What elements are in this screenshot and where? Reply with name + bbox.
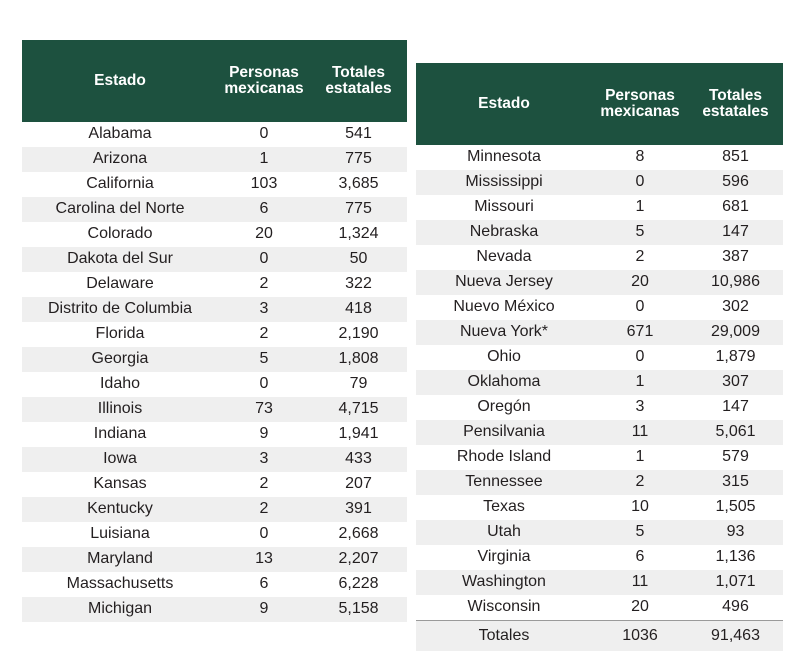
cell-estado: Oregón bbox=[416, 395, 592, 420]
table-row bbox=[22, 397, 407, 422]
table-row bbox=[22, 547, 407, 572]
cell-personas-mexicanas: 6 bbox=[592, 545, 688, 570]
table-row bbox=[416, 445, 783, 470]
column-header-estado-line1: Estado bbox=[94, 72, 146, 89]
cell-personas-mexicanas: 2 bbox=[218, 497, 310, 522]
cell-estado: Mississippi bbox=[416, 170, 592, 195]
cell-personas-mexicanas: 2 bbox=[592, 245, 688, 270]
cell-estado: Kentucky bbox=[22, 497, 218, 522]
cell-personas-mexicanas: 0 bbox=[592, 295, 688, 320]
table-row bbox=[416, 220, 783, 245]
table-body-right bbox=[416, 145, 783, 651]
cell-totales-estatales: 1,071 bbox=[688, 570, 783, 595]
cell-personas-mexicanas: 11 bbox=[592, 420, 688, 445]
cell-estado: Michigan bbox=[22, 597, 218, 622]
table-row bbox=[22, 147, 407, 172]
table-row bbox=[22, 222, 407, 247]
table-row bbox=[22, 472, 407, 497]
table-row bbox=[416, 320, 783, 345]
column-header-estado bbox=[22, 40, 218, 122]
cell-estado: Totales bbox=[416, 621, 592, 651]
table-row bbox=[416, 295, 783, 320]
cell-totales-estatales: 1,941 bbox=[310, 422, 407, 447]
cell-estado: California bbox=[22, 172, 218, 197]
cell-personas-mexicanas: 6 bbox=[218, 572, 310, 597]
cell-personas-mexicanas: 2 bbox=[218, 272, 310, 297]
cell-estado: Luisiana bbox=[22, 522, 218, 547]
table-row bbox=[22, 597, 407, 622]
table-row bbox=[416, 495, 783, 520]
cell-personas-mexicanas: 0 bbox=[218, 522, 310, 547]
cell-totales-estatales: 322 bbox=[310, 272, 407, 297]
column-header-totales-line2: estatales bbox=[692, 104, 779, 120]
column-header-personas-line2: mexicanas bbox=[222, 81, 306, 97]
cell-totales-estatales: 79 bbox=[310, 372, 407, 397]
table-row bbox=[416, 470, 783, 495]
cell-estado: Nueva York* bbox=[416, 320, 592, 345]
cell-estado: Wisconsin bbox=[416, 595, 592, 621]
cell-totales-estatales: 1,136 bbox=[688, 545, 783, 570]
table-row bbox=[416, 570, 783, 595]
cell-totales-estatales: 1,808 bbox=[310, 347, 407, 372]
cell-personas-mexicanas: 13 bbox=[218, 547, 310, 572]
table-row bbox=[22, 272, 407, 297]
data-table-left bbox=[22, 40, 407, 622]
column-header-estado bbox=[416, 63, 592, 145]
table-row bbox=[22, 497, 407, 522]
cell-totales-estatales: 93 bbox=[688, 520, 783, 545]
column-header-personas-mexicanas-lines bbox=[596, 88, 684, 121]
cell-personas-mexicanas: 0 bbox=[218, 247, 310, 272]
cell-personas-mexicanas: 0 bbox=[592, 170, 688, 195]
cell-totales-estatales: 541 bbox=[310, 122, 407, 147]
cell-totales-estatales: 775 bbox=[310, 147, 407, 172]
cell-totales-estatales: 91,463 bbox=[688, 621, 783, 651]
table-header-right bbox=[416, 63, 783, 145]
table-row bbox=[22, 297, 407, 322]
table-row bbox=[416, 145, 783, 170]
cell-estado: Rhode Island bbox=[416, 445, 592, 470]
cell-totales-estatales: 147 bbox=[688, 395, 783, 420]
column-header-personas-line1: Personas bbox=[222, 65, 306, 81]
cell-personas-mexicanas: 6 bbox=[218, 197, 310, 222]
cell-estado: Maryland bbox=[22, 547, 218, 572]
cell-totales-estatales: 3,685 bbox=[310, 172, 407, 197]
cell-estado: Texas bbox=[416, 495, 592, 520]
cell-personas-mexicanas: 0 bbox=[218, 122, 310, 147]
table-row bbox=[22, 247, 407, 272]
cell-personas-mexicanas: 8 bbox=[592, 145, 688, 170]
cell-estado: Iowa bbox=[22, 447, 218, 472]
cell-estado: Nevada bbox=[416, 245, 592, 270]
cell-totales-estatales: 681 bbox=[688, 195, 783, 220]
cell-estado: Washington bbox=[416, 570, 592, 595]
cell-personas-mexicanas: 20 bbox=[218, 222, 310, 247]
cell-totales-estatales: 596 bbox=[688, 170, 783, 195]
cell-personas-mexicanas: 1 bbox=[592, 370, 688, 395]
cell-personas-mexicanas: 1 bbox=[592, 445, 688, 470]
cell-estado: Delaware bbox=[22, 272, 218, 297]
cell-estado: Colorado bbox=[22, 222, 218, 247]
table-container-right bbox=[416, 63, 783, 651]
cell-totales-estatales: 496 bbox=[688, 595, 783, 621]
column-header-totales-estatales bbox=[310, 40, 407, 122]
column-header-personas-line2: mexicanas bbox=[596, 104, 684, 120]
cell-personas-mexicanas: 103 bbox=[218, 172, 310, 197]
cell-estado: Minnesota bbox=[416, 145, 592, 170]
cell-totales-estatales: 775 bbox=[310, 197, 407, 222]
cell-totales-estatales: 10,986 bbox=[688, 270, 783, 295]
cell-totales-estatales: 2,190 bbox=[310, 322, 407, 347]
cell-personas-mexicanas: 5 bbox=[592, 220, 688, 245]
table-row bbox=[22, 447, 407, 472]
cell-estado: Tennessee bbox=[416, 470, 592, 495]
cell-personas-mexicanas: 1 bbox=[592, 195, 688, 220]
cell-personas-mexicanas: 20 bbox=[592, 595, 688, 621]
cell-personas-mexicanas: 0 bbox=[592, 345, 688, 370]
column-header-totales-line1: Totales bbox=[314, 65, 403, 81]
table-row bbox=[416, 370, 783, 395]
column-header-estado-line1: Estado bbox=[478, 95, 530, 112]
cell-totales-estatales: 579 bbox=[688, 445, 783, 470]
cell-personas-mexicanas: 671 bbox=[592, 320, 688, 345]
cell-totales-estatales: 391 bbox=[310, 497, 407, 522]
table-row bbox=[22, 572, 407, 597]
cell-totales-estatales: 851 bbox=[688, 145, 783, 170]
cell-totales-estatales: 1,879 bbox=[688, 345, 783, 370]
cell-totales-estatales: 302 bbox=[688, 295, 783, 320]
cell-totales-estatales: 147 bbox=[688, 220, 783, 245]
table-header-left bbox=[22, 40, 407, 122]
cell-personas-mexicanas: 3 bbox=[218, 297, 310, 322]
table-row bbox=[22, 172, 407, 197]
column-header-personas-mexicanas bbox=[218, 40, 310, 122]
table-container-left bbox=[22, 40, 407, 622]
cell-totales-estatales: 433 bbox=[310, 447, 407, 472]
cell-estado: Illinois bbox=[22, 397, 218, 422]
cell-personas-mexicanas: 5 bbox=[218, 347, 310, 372]
table-row bbox=[416, 195, 783, 220]
column-header-personas-line1: Personas bbox=[596, 88, 684, 104]
table-row bbox=[416, 345, 783, 370]
cell-estado: Massachusetts bbox=[22, 572, 218, 597]
cell-totales-estatales: 6,228 bbox=[310, 572, 407, 597]
table-row bbox=[22, 122, 407, 147]
cell-totales-estatales: 5,061 bbox=[688, 420, 783, 445]
cell-estado: Nebraska bbox=[416, 220, 592, 245]
cell-estado: Missouri bbox=[416, 195, 592, 220]
cell-personas-mexicanas: 3 bbox=[218, 447, 310, 472]
cell-estado: Ohio bbox=[416, 345, 592, 370]
cell-personas-mexicanas: 1 bbox=[218, 147, 310, 172]
column-header-personas-mexicanas-lines bbox=[222, 65, 306, 98]
cell-estado: Indiana bbox=[22, 422, 218, 447]
cell-totales-estatales: 1,505 bbox=[688, 495, 783, 520]
table-row bbox=[416, 545, 783, 570]
cell-estado: Carolina del Norte bbox=[22, 197, 218, 222]
table-row bbox=[22, 322, 407, 347]
column-header-personas-mexicanas bbox=[592, 63, 688, 145]
cell-personas-mexicanas: 2 bbox=[592, 470, 688, 495]
cell-totales-estatales: 387 bbox=[688, 245, 783, 270]
cell-estado: Nuevo México bbox=[416, 295, 592, 320]
table-header-row bbox=[416, 63, 783, 145]
table-row bbox=[22, 372, 407, 397]
cell-personas-mexicanas: 11 bbox=[592, 570, 688, 595]
cell-totales-estatales: 29,009 bbox=[688, 320, 783, 345]
cell-personas-mexicanas: 73 bbox=[218, 397, 310, 422]
cell-totales-estatales: 2,668 bbox=[310, 522, 407, 547]
table-row bbox=[22, 522, 407, 547]
table-row bbox=[416, 520, 783, 545]
table-body-left bbox=[22, 122, 407, 622]
cell-personas-mexicanas: 10 bbox=[592, 495, 688, 520]
cell-estado: Arizona bbox=[22, 147, 218, 172]
cell-estado: Kansas bbox=[22, 472, 218, 497]
cell-personas-mexicanas: 2 bbox=[218, 322, 310, 347]
cell-estado: Georgia bbox=[22, 347, 218, 372]
cell-estado: Florida bbox=[22, 322, 218, 347]
table-row bbox=[416, 420, 783, 445]
cell-estado: Utah bbox=[416, 520, 592, 545]
cell-estado: Alabama bbox=[22, 122, 218, 147]
cell-personas-mexicanas: 1036 bbox=[592, 621, 688, 651]
cell-totales-estatales: 4,715 bbox=[310, 397, 407, 422]
table-row-total bbox=[416, 621, 783, 651]
cell-personas-mexicanas: 3 bbox=[592, 395, 688, 420]
cell-totales-estatales: 1,324 bbox=[310, 222, 407, 247]
cell-estado: Oklahoma bbox=[416, 370, 592, 395]
column-header-totales-line2: estatales bbox=[314, 81, 403, 97]
cell-estado: Virginia bbox=[416, 545, 592, 570]
column-header-totales-line1: Totales bbox=[692, 88, 779, 104]
cell-totales-estatales: 5,158 bbox=[310, 597, 407, 622]
cell-personas-mexicanas: 20 bbox=[592, 270, 688, 295]
column-header-totales-lines bbox=[314, 65, 403, 98]
table-row bbox=[416, 270, 783, 295]
cell-totales-estatales: 307 bbox=[688, 370, 783, 395]
table-row bbox=[416, 395, 783, 420]
cell-totales-estatales: 418 bbox=[310, 297, 407, 322]
cell-totales-estatales: 207 bbox=[310, 472, 407, 497]
table-row bbox=[416, 595, 783, 621]
cell-totales-estatales: 50 bbox=[310, 247, 407, 272]
cell-estado: Dakota del Sur bbox=[22, 247, 218, 272]
cell-personas-mexicanas: 9 bbox=[218, 597, 310, 622]
column-header-totales-lines bbox=[692, 88, 779, 121]
table-row bbox=[22, 347, 407, 372]
cell-estado: Idaho bbox=[22, 372, 218, 397]
table-row bbox=[416, 245, 783, 270]
cell-totales-estatales: 2,207 bbox=[310, 547, 407, 572]
table-row bbox=[416, 170, 783, 195]
cell-personas-mexicanas: 5 bbox=[592, 520, 688, 545]
cell-estado: Pensilvania bbox=[416, 420, 592, 445]
cell-estado: Nueva Jersey bbox=[416, 270, 592, 295]
table-header-row bbox=[22, 40, 407, 122]
table-row bbox=[22, 422, 407, 447]
cell-personas-mexicanas: 2 bbox=[218, 472, 310, 497]
cell-estado: Distrito de Columbia bbox=[22, 297, 218, 322]
column-header-totales-estatales bbox=[688, 63, 783, 145]
data-table-right bbox=[416, 63, 783, 651]
cell-totales-estatales: 315 bbox=[688, 470, 783, 495]
cell-personas-mexicanas: 9 bbox=[218, 422, 310, 447]
cell-personas-mexicanas: 0 bbox=[218, 372, 310, 397]
table-row bbox=[22, 197, 407, 222]
